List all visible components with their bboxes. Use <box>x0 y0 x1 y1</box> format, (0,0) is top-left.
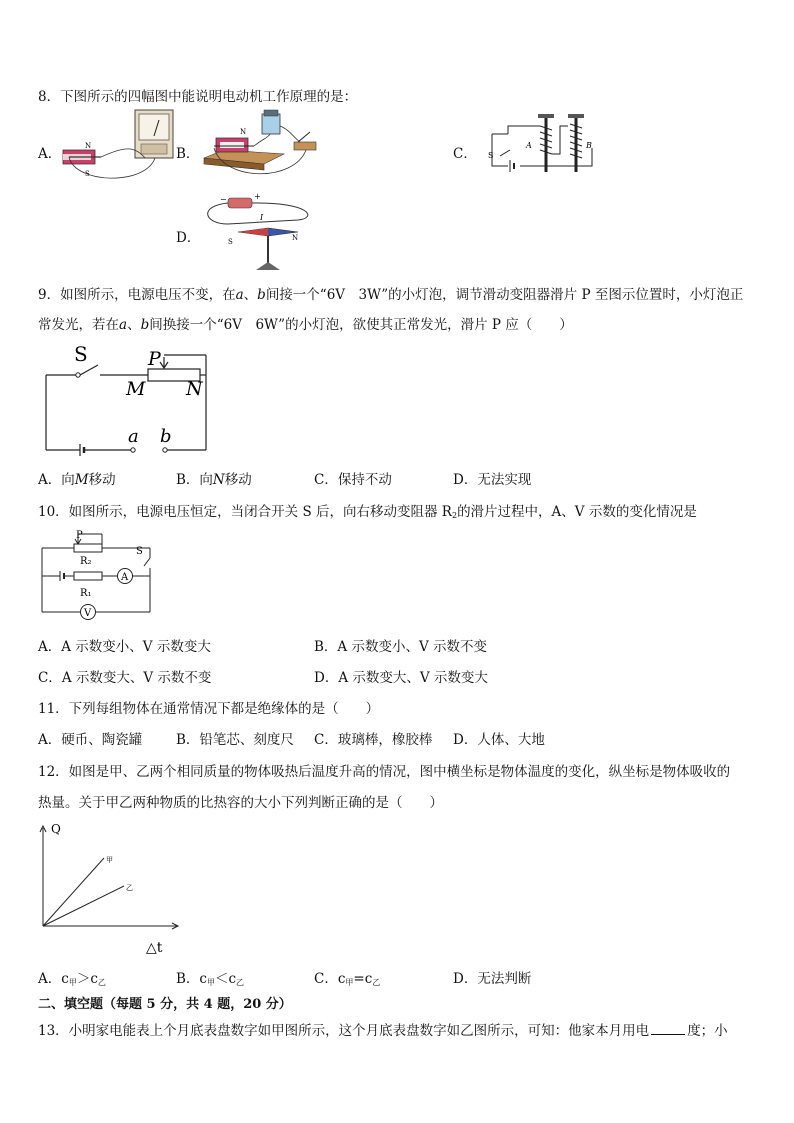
q8d-minus-label: − <box>220 195 227 204</box>
q12-opt-c-s1: 甲 <box>345 978 354 987</box>
q9-opt-b-var: N <box>212 472 225 488</box>
q9-s-label: S <box>74 345 88 366</box>
q9-opt-a-pre: A．向 <box>38 472 75 488</box>
q8a-n-label: N <box>85 142 92 150</box>
q9-option-d[interactable]: D．无法实现 <box>453 472 532 488</box>
q9-stem-line1 <box>38 283 743 303</box>
q12-opt-c-rel: = <box>353 971 365 987</box>
q8d-plus-label: + <box>254 192 261 201</box>
q8-figure-b <box>194 108 324 183</box>
q12-option-a[interactable] <box>38 967 106 988</box>
q12-series-jia-label: 甲 <box>106 856 113 864</box>
q8-figure-c <box>480 108 605 183</box>
q12-opt-b-rel: ＜ <box>214 971 229 987</box>
q12-series-jia-line <box>43 858 104 926</box>
q12-opt-b-s1: 甲 <box>206 978 215 987</box>
q12-opt-a-c1: c <box>61 971 69 987</box>
q12-y-label: Q <box>51 822 61 836</box>
q9-sep: 、 <box>243 287 258 303</box>
q8-figure-a <box>55 106 175 186</box>
q12-opt-a-s1: 甲 <box>68 978 77 987</box>
q8b-n-label: N <box>240 128 247 136</box>
q12-option-c[interactable] <box>314 967 380 988</box>
q9-circuit-figure <box>38 345 218 457</box>
q12-opt-c-c1: c <box>337 971 346 987</box>
q9-line2-post: 间换接一个“6V 6W”的小灯泡，欲使其正常发光，滑片 P 应（ ） <box>149 317 573 333</box>
q12-series-yi-line <box>43 886 124 926</box>
q9-var-b: b <box>257 287 266 303</box>
q13-stem-post: 度；小 <box>687 1023 728 1039</box>
q9-line2-pre: 常发光，若在 <box>38 317 119 333</box>
q13-stem <box>38 1019 728 1039</box>
q12-option-b[interactable] <box>176 967 244 988</box>
q12-opt-b-c1: c <box>199 971 207 987</box>
q10-r2-label: R₂ <box>80 556 92 567</box>
q12-opt-b-s2: 乙 <box>236 978 245 987</box>
q13-stem-pre: 13．小明家电能表上个月底表盘数字如甲图所示，这个月底表盘数字如乙图所示，可知：他家本月用电 <box>38 1023 650 1039</box>
q12-opt-a-rel: ＞ <box>76 971 91 987</box>
q11-option-a[interactable]: A．硬币、陶瓷罐 <box>38 732 143 748</box>
q8d-s-label: S <box>228 238 233 246</box>
q10-stem-post: 的滑片过程中，A、V 示数的变化情况是 <box>457 504 697 520</box>
q12-option-d[interactable]: D．无法判断 <box>453 971 532 987</box>
q11-option-b[interactable]: B．铅笔芯、刻度尺 <box>176 732 294 748</box>
q12-opt-a-s2: 乙 <box>97 978 106 987</box>
q10-s-label: S <box>136 546 143 557</box>
q8d-i-label: I <box>260 213 264 222</box>
q12-opt-c-c2: c <box>364 971 373 987</box>
q9-option-c[interactable]: C．保持不动 <box>314 472 392 488</box>
q12-chart <box>36 820 186 954</box>
q9-var-a-2: a <box>119 317 128 333</box>
q9-sep-2: 、 <box>127 317 141 333</box>
q8c-a-label: A <box>526 141 532 150</box>
q11-option-d[interactable]: D．人体、大地 <box>453 732 545 748</box>
q12-opt-a-c2: c <box>90 971 98 987</box>
q10-option-b[interactable]: B．A 示数变小、V 示数不变 <box>314 639 488 655</box>
q11-option-c[interactable]: C．玻璃棒，橡胶棒 <box>314 732 433 748</box>
q12-stem-line2: 热量。关于甲乙两种物质的比热容的大小下列判断正确的是（ ） <box>38 795 443 811</box>
q10-stem <box>38 500 697 520</box>
q8-label-d: D． <box>176 230 201 246</box>
q8c-s-label: S <box>488 151 494 160</box>
q12-opt-c-s2: 乙 <box>372 978 381 987</box>
q9-p-label: P <box>148 348 161 370</box>
q12-opt-a-letter: A． <box>38 971 62 987</box>
q10-stem-sub: 2 <box>451 511 458 520</box>
q8a-s-label: S <box>85 170 90 178</box>
q9-opt-b-post: 移动 <box>224 472 252 488</box>
q13-answer-blank[interactable] <box>651 1022 685 1035</box>
q9-option-b[interactable] <box>176 468 252 488</box>
q12-opt-c-letter: C． <box>314 971 338 987</box>
q10-stem-pre: 10．如图所示，电源电压恒定，当闭合开关 S 后，向右移动变阻器 R <box>38 504 452 520</box>
q10-option-d[interactable]: D．A 示数变大、V 示数变大 <box>314 670 488 686</box>
q9-opt-a-post: 移动 <box>88 472 116 488</box>
q9-a-label: a <box>128 426 139 447</box>
q9-opt-b-pre: B．向 <box>176 472 213 488</box>
q10-r1-label: R₁ <box>80 588 92 599</box>
q11-stem: 11．下列每组物体在通常情况下都是绝缘体的是（ ） <box>38 701 380 717</box>
q8-label-c: C． <box>453 146 477 162</box>
q12-opt-b-letter: B． <box>176 971 200 987</box>
q9-opt-a-var: M <box>74 472 89 488</box>
q9-var-a: a <box>235 287 244 303</box>
q10-a-label: A <box>121 572 129 583</box>
q10-v-label: V <box>84 608 92 619</box>
q9-b-label: b <box>160 426 172 447</box>
q9-n-label: N <box>186 378 203 400</box>
q9-line1-post: 间接一个“6V 3W”的小灯泡，调节滑动变阻器滑片 P 至图示位置时，小灯泡正 <box>265 287 744 303</box>
q8-label-a: A． <box>38 146 62 162</box>
q9-m-label: M <box>126 378 146 400</box>
section2-title: 二、填空题（每题 5 分，共 4 题，20 分） <box>38 997 292 1012</box>
q12-stem-line1: 12．如图是甲、乙两个相同质量的物体吸热后温度升高的情况，图中横坐标是物体温度的变化，纵坐标是物体吸收的 <box>38 764 731 780</box>
q10-option-a[interactable]: A．A 示数变小、V 示数变大 <box>38 639 211 655</box>
q12-opt-b-c2: c <box>228 971 237 987</box>
q8-stem: 8．下图所示的四幅图中能说明电动机工作原理的是： <box>38 89 358 105</box>
q8d-n-label: N <box>292 234 299 242</box>
q8-label-b: B． <box>176 146 200 162</box>
q10-p-label: P <box>76 530 83 541</box>
q12-series-yi-label: 乙 <box>126 884 133 892</box>
q10-circuit-figure <box>38 528 156 620</box>
q9-stem-line2 <box>38 313 573 333</box>
q9-line1-pre: 9．如图所示，电源电压不变，在 <box>38 287 236 303</box>
q9-option-a[interactable] <box>38 468 116 488</box>
q12-x-label: △t <box>146 940 163 954</box>
q9-var-b-2: b <box>140 317 150 333</box>
q8-figure-d <box>198 190 318 272</box>
q8c-b-label: B <box>586 141 592 150</box>
q10-option-c[interactable]: C．A 示数变大、V 示数不变 <box>38 670 212 686</box>
